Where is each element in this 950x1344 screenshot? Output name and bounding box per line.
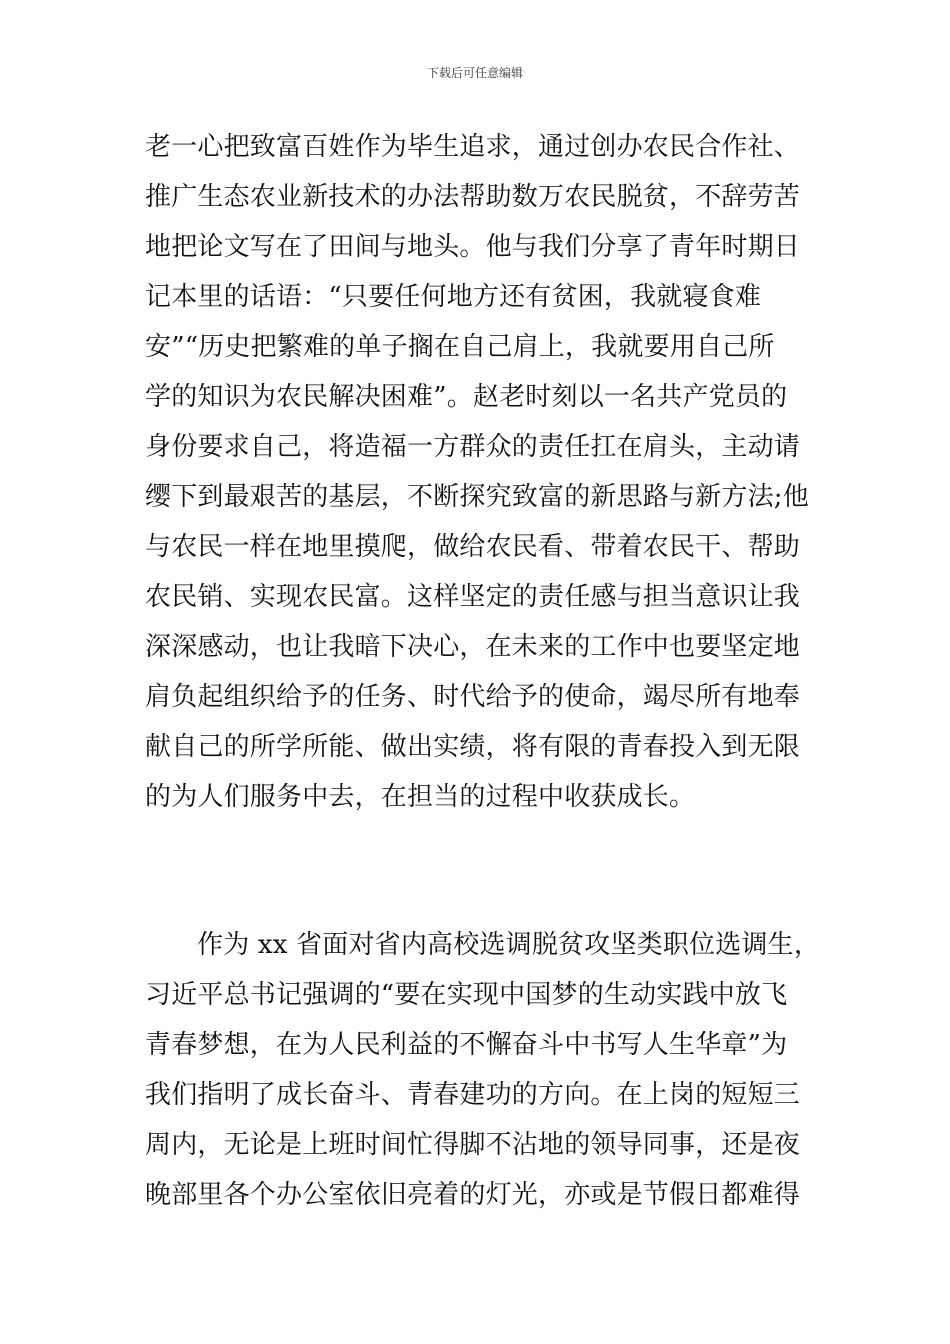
paragraph-line: 的为人们服务中去，在担当的过程中收获成长。	[145, 782, 696, 812]
paragraph-line: 深深感动，也让我暗下决心，在未来的工作中也要坚定地	[145, 632, 801, 662]
paragraph-line: 身份要求自己，将造福一方群众的责任扛在肩头，主动请	[145, 432, 801, 462]
paragraph-line: 缨下到最艰苦的基层，不断探究致富的新思路与新方法;他	[145, 482, 809, 512]
paragraph-line: 晚部里各个办公室依旧亮着的灯光，亦或是节假日都难得	[145, 1180, 801, 1210]
paragraph-line: 周内，无论是上班时间忙得脚不沾地的领导同事，还是夜	[145, 1130, 801, 1160]
paragraph-line: 地把论文写在了田间与地头。他与我们分享了青年时期日	[145, 232, 801, 262]
paragraph-line: 学的知识为农民解决困难”。赵老时刻以一名共产党员的	[145, 382, 788, 412]
paragraph-line: 习近平总书记强调的“要在实现中国梦的生动实践中放飞	[145, 980, 788, 1010]
paragraph-line: 肩负起组织给予的任务、时代给予的使命，竭尽所有地奉	[145, 682, 801, 712]
paragraph-line: 记本里的话语：“只要任何地方还有贫困，我就寝食难	[145, 282, 762, 312]
paragraph-line: 与农民一样在地里摸爬，做给农民看、带着农民干、帮助	[145, 532, 801, 562]
paragraph-line: 老一心把致富百姓作为毕生追求，通过创办农民合作社、	[145, 132, 801, 162]
page-header: 下载后可任意编辑	[426, 66, 523, 80]
paragraph-line: 推广生态农业新技术的办法帮助数万农民脱贫，不辞劳苦	[145, 182, 801, 212]
paragraph-line: 农民销、实现农民富。这样坚定的责任感与担当意识让我	[145, 582, 801, 612]
paragraph-line: 我们指明了成长奋斗、青春建功的方向。在上岗的短短三	[145, 1080, 801, 1110]
paragraph-line: 青春梦想，在为人民利益的不懈奋斗中书写人生华章”为	[145, 1030, 788, 1060]
paragraph-line: 献自己的所学所能、做出实绩，将有限的青春投入到无限	[145, 732, 801, 762]
paragraph-line: 安”“历史把繁难的单子搁在自己肩上，我就要用自己所	[145, 332, 775, 362]
paragraph-line: 作为 xx 省面对省内高校选调脱贫攻坚类职位选调生，	[197, 930, 821, 960]
